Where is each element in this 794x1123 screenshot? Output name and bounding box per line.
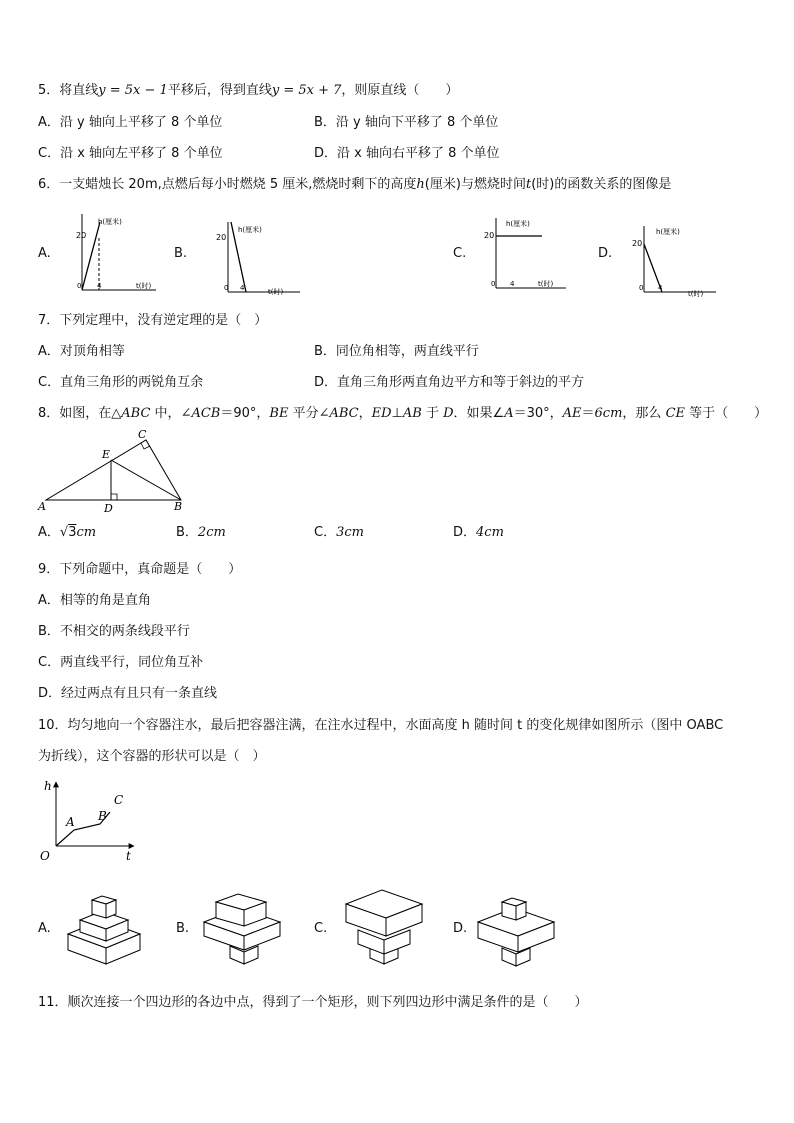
q6c-origin: 0 — [491, 280, 496, 288]
q5-stem: 5．将直线y = 5x − 1平移后，得到直线y = 5x + 7，则原直线（ ） — [38, 83, 459, 98]
q7-option-d: D．直角三角形两直角边平方和等于斜边的平方 — [314, 375, 585, 390]
sqrt-icon: √ — [59, 525, 69, 540]
q10-c-label: C — [114, 793, 124, 807]
q7-option-b: B．同位角相等，两直线平行 — [314, 344, 479, 359]
q6-graph-d — [630, 222, 720, 302]
q6d-origin: 0 — [639, 284, 644, 292]
q8-label-b: B — [174, 500, 183, 513]
q10-h-label: h — [44, 779, 52, 793]
q9-option-d: D．经过两点有且只有一条直线 — [38, 686, 218, 701]
q10-o-label: O — [40, 849, 50, 863]
q6a-ytick: 20 — [76, 231, 87, 240]
q6-label-b: B. — [174, 246, 188, 261]
q8-triangle-figure — [36, 428, 196, 514]
q6b-xlabel: t(时) — [268, 288, 284, 296]
q6d-xlabel: t(时) — [688, 290, 704, 298]
q6d-xtick: 4 — [658, 284, 663, 292]
q6b-ytick: 20 — [216, 233, 227, 242]
q8-option-d: D．4cm — [453, 525, 504, 540]
q6a-xtick: 4 — [97, 282, 102, 290]
q6b-origin: 0 — [224, 284, 229, 292]
q6b-ylabel: h(厘米) — [238, 226, 262, 234]
q7-option-a: A．对顶角相等 — [38, 344, 125, 359]
q6-stem: 6．一支蜡烛长 20m,点燃后每小时燃烧 5 厘米,燃烧时剩下的高度h(厘米)与燃烧时间t(时)的函数关系的图像是 — [38, 177, 672, 192]
q7-stem: 7．下列定理中，没有逆定理的是（ ） — [38, 313, 268, 328]
q8-option-b: B．2cm — [176, 525, 226, 540]
q10-label-d: D. — [453, 921, 468, 936]
q10-label-b: B. — [176, 921, 190, 936]
q8-option-c: C．3cm — [314, 525, 364, 540]
q10-label-a: A. — [38, 921, 51, 936]
q10-stem-line2: 为折线），这个容器的形状可以是（ ） — [38, 749, 266, 764]
q9-option-a: A．相等的角是直角 — [38, 593, 151, 608]
q10-container-c — [342, 878, 428, 968]
q9-option-c: C．两直线平行，同位角互补 — [38, 655, 204, 670]
q6-graph-c — [482, 214, 572, 296]
q5-eq1: y = 5x − 1 — [98, 83, 168, 98]
q5-option-b: B．沿 y 轴向下平移了 8 个单位 — [314, 115, 499, 130]
q10-t-label: t — [126, 849, 131, 863]
q10-container-d — [474, 884, 560, 968]
q11-stem: 11．顺次连接一个四边形的各边中点，得到了一个矩形，则下列四边形中满足条件的是（ ） — [38, 995, 588, 1010]
q6d-ylabel: h(厘米) — [656, 228, 680, 236]
q10-water-graph — [34, 776, 144, 866]
q10-label-c: C. — [314, 921, 328, 936]
q6c-xlabel: t(时) — [538, 280, 554, 288]
q6-label-d: D. — [598, 246, 613, 261]
q5-eq2: y = 5x + 7 — [271, 83, 342, 98]
q9-stem: 9．下列命题中，真命题是（ ） — [38, 562, 242, 577]
q9-option-b: B．不相交的两条线段平行 — [38, 624, 190, 639]
q6-label-c: C. — [453, 246, 467, 261]
q10-container-b — [200, 884, 286, 968]
q10-container-a — [62, 888, 148, 970]
q6a-origin: 0 — [77, 282, 82, 290]
q5-option-d: D．沿 x 轴向右平移了 8 个单位 — [314, 146, 500, 161]
q6c-xtick: 4 — [510, 280, 515, 288]
q6-graph-b — [212, 218, 312, 300]
q6a-ylabel: h(厘米) — [98, 218, 122, 226]
q5-option-c: C．沿 x 轴向左平移了 8 个单位 — [38, 146, 223, 161]
q6b-xtick: 4 — [240, 284, 245, 292]
q8-label-e: E — [102, 448, 111, 461]
q10-a-label: A — [66, 815, 75, 829]
q6-label-a: A. — [38, 246, 51, 261]
q10-b-label: B — [98, 809, 107, 823]
q6c-ylabel: h(厘米) — [506, 220, 530, 228]
q7-option-c: C．直角三角形的两锐角互余 — [38, 375, 204, 390]
q8-label-c: C — [138, 428, 147, 441]
q5-option-a: A．沿 y 轴向上平移了 8 个单位 — [38, 115, 223, 130]
q8-label-a: A — [38, 500, 46, 513]
q10-stem-line1: 10．均匀地向一个容器注水，最后把容器注满，在注水过程中，水面高度 h 随时间 t 的变化规律如图所示（图中 OABC — [38, 718, 724, 733]
q6a-xlabel: t(时) — [136, 282, 152, 290]
q6c-ytick: 20 — [484, 231, 495, 240]
q6d-ytick: 20 — [632, 239, 643, 248]
q8-stem: 8．如图，在△ABC 中，∠ACB＝90°，BE 平分∠ABC，ED⊥AB 于 D．如果∠A＝30°，AE＝6cm，那么 CE 等于（ ） — [38, 406, 768, 421]
q8-option-a: A．√3cm — [38, 525, 97, 540]
q6-graph-a — [66, 210, 166, 298]
q8-label-d: D — [104, 502, 113, 514]
